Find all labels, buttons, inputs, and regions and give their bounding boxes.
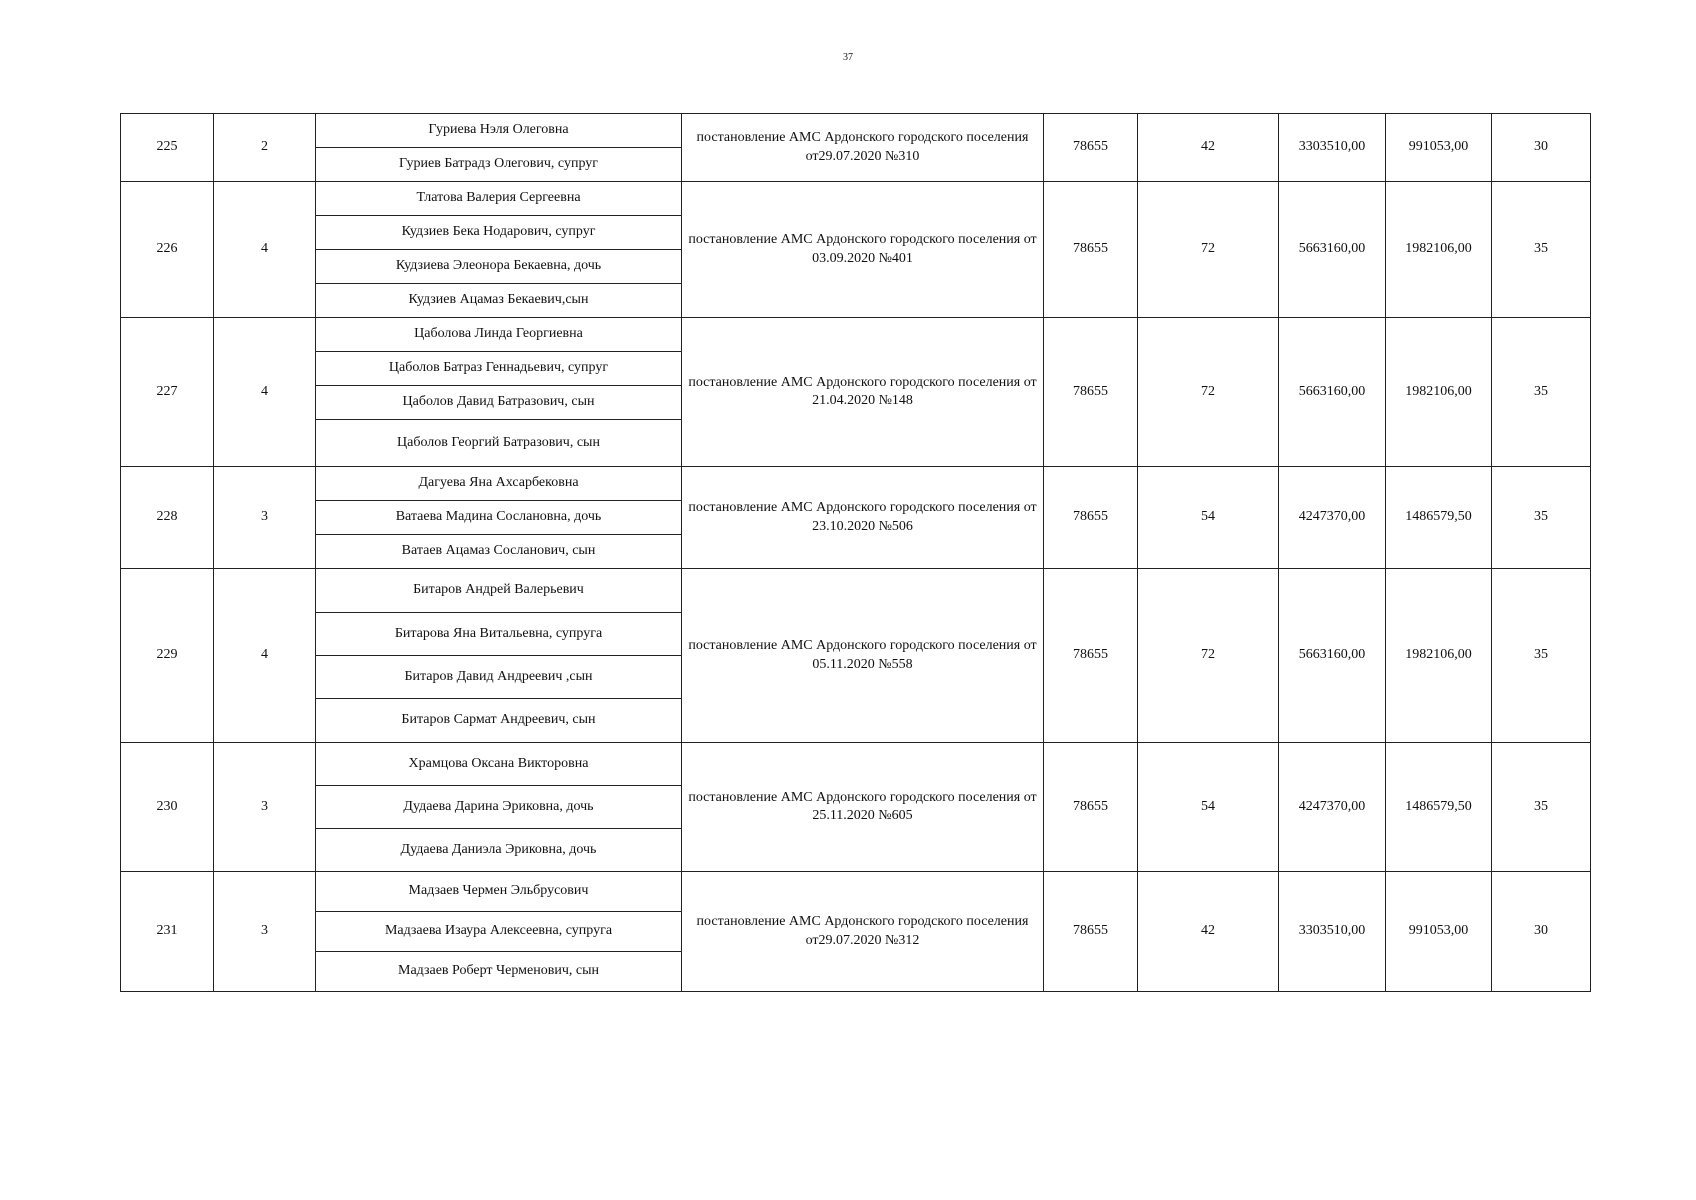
area-value: 72 bbox=[1138, 569, 1279, 743]
decree-text: постановление АМС Ардонского городского поселения от 25.11.2020 №605 bbox=[682, 743, 1044, 872]
family-member-name: Гуриев Батрадз Олегович, супруг bbox=[316, 148, 682, 182]
family-member-name: Битаров Давид Андреевич ,сын bbox=[316, 656, 682, 699]
family-member-name: Дудаева Дарина Эриковна, дочь bbox=[316, 786, 682, 829]
decree-text: постановление АМС Ардонского городского поселения от 03.09.2020 №401 bbox=[682, 182, 1044, 318]
family-size: 4 bbox=[214, 569, 316, 743]
decree-text: постановление АМС Ардонского городского поселения от 21.04.2020 №148 bbox=[682, 318, 1044, 467]
family-member-name: Гуриева Нэля Олеговна bbox=[316, 114, 682, 148]
family-size: 3 bbox=[214, 872, 316, 992]
total-cost: 3303510,00 bbox=[1279, 872, 1386, 992]
family-member-name: Цаболова Линда Георгиевна bbox=[316, 318, 682, 352]
decree-text: постановление АМС Ардонского городского поселения от29.07.2020 №312 bbox=[682, 872, 1044, 992]
area-value: 42 bbox=[1138, 114, 1279, 182]
family-member-name: Цаболов Батраз Геннадьевич, супруг bbox=[316, 352, 682, 386]
total-cost: 5663160,00 bbox=[1279, 569, 1386, 743]
area-value: 54 bbox=[1138, 743, 1279, 872]
family-member-name: Мадзаева Изаура Алексеевна, супруга bbox=[316, 912, 682, 952]
code-value: 78655 bbox=[1044, 467, 1138, 569]
table-row bbox=[121, 114, 1591, 148]
subsidy-percent: 35 bbox=[1492, 569, 1591, 743]
family-member-name: Мадзаев Роберт Черменович, сын bbox=[316, 952, 682, 992]
subsidy-percent: 35 bbox=[1492, 743, 1591, 872]
subsidy-percent: 30 bbox=[1492, 872, 1591, 992]
subsidy-amount: 991053,00 bbox=[1386, 872, 1492, 992]
family-member-name: Мадзаев Чермен Эльбрусович bbox=[316, 872, 682, 912]
family-member-name: Цаболов Георгий Батразович, сын bbox=[316, 420, 682, 467]
table-row bbox=[121, 743, 1591, 786]
area-value: 72 bbox=[1138, 318, 1279, 467]
decree-text: постановление АМС Ардонского городского поселения от 23.10.2020 №506 bbox=[682, 467, 1044, 569]
family-member-name: Ватаева Мадина Сослановна, дочь bbox=[316, 501, 682, 535]
total-cost: 5663160,00 bbox=[1279, 318, 1386, 467]
total-cost: 3303510,00 bbox=[1279, 114, 1386, 182]
family-member-name: Храмцова Оксана Викторовна bbox=[316, 743, 682, 786]
area-value: 72 bbox=[1138, 182, 1279, 318]
code-value: 78655 bbox=[1044, 872, 1138, 992]
family-size: 3 bbox=[214, 467, 316, 569]
code-value: 78655 bbox=[1044, 114, 1138, 182]
total-cost: 5663160,00 bbox=[1279, 182, 1386, 318]
record-number: 231 bbox=[121, 872, 214, 992]
family-size: 4 bbox=[214, 182, 316, 318]
record-number: 230 bbox=[121, 743, 214, 872]
family-member-name: Кудзиев Ацамаз Бекаевич,сын bbox=[316, 284, 682, 318]
table-row bbox=[121, 569, 1591, 613]
code-value: 78655 bbox=[1044, 182, 1138, 318]
family-size: 2 bbox=[214, 114, 316, 182]
subsidy-amount: 1982106,00 bbox=[1386, 318, 1492, 467]
table-row bbox=[121, 182, 1591, 216]
record-number: 225 bbox=[121, 114, 214, 182]
code-value: 78655 bbox=[1044, 743, 1138, 872]
record-number: 227 bbox=[121, 318, 214, 467]
family-size: 4 bbox=[214, 318, 316, 467]
area-value: 42 bbox=[1138, 872, 1279, 992]
subsidy-percent: 35 bbox=[1492, 318, 1591, 467]
subsidy-amount: 1486579,50 bbox=[1386, 467, 1492, 569]
family-member-name: Битаров Андрей Валерьевич bbox=[316, 569, 682, 613]
subsidy-amount: 991053,00 bbox=[1386, 114, 1492, 182]
total-cost: 4247370,00 bbox=[1279, 467, 1386, 569]
code-value: 78655 bbox=[1044, 569, 1138, 743]
family-member-name: Кудзиев Бека Нодарович, супруг bbox=[316, 216, 682, 250]
family-member-name: Цаболов Давид Батразович, сын bbox=[316, 386, 682, 420]
record-number: 229 bbox=[121, 569, 214, 743]
family-member-name: Дудаева Даниэла Эриковна, дочь bbox=[316, 829, 682, 872]
family-member-name: Ватаев Ацамаз Сосланович, сын bbox=[316, 535, 682, 569]
decree-text: постановление АМС Ардонского городского поселения от 05.11.2020 №558 bbox=[682, 569, 1044, 743]
total-cost: 4247370,00 bbox=[1279, 743, 1386, 872]
subsidy-percent: 30 bbox=[1492, 114, 1591, 182]
record-number: 226 bbox=[121, 182, 214, 318]
subsidy-percent: 35 bbox=[1492, 182, 1591, 318]
subsidy-amount: 1982106,00 bbox=[1386, 569, 1492, 743]
code-value: 78655 bbox=[1044, 318, 1138, 467]
subsidy-amount: 1982106,00 bbox=[1386, 182, 1492, 318]
decree-text: постановление АМС Ардонского городского поселения от29.07.2020 №310 bbox=[682, 114, 1044, 182]
subsidy-amount: 1486579,50 bbox=[1386, 743, 1492, 872]
family-member-name: Кудзиева Элеонора Бекаевна, дочь bbox=[316, 250, 682, 284]
page-number: 37 bbox=[843, 52, 853, 63]
family-member-name: Дагуева Яна Ахсарбековна bbox=[316, 467, 682, 501]
family-member-name: Тлатова Валерия Сергеевна bbox=[316, 182, 682, 216]
table-row bbox=[121, 318, 1591, 352]
area-value: 54 bbox=[1138, 467, 1279, 569]
subsidy-percent: 35 bbox=[1492, 467, 1591, 569]
family-size: 3 bbox=[214, 743, 316, 872]
beneficiary-table bbox=[120, 113, 1591, 992]
record-number: 228 bbox=[121, 467, 214, 569]
table-row bbox=[121, 467, 1591, 501]
table-row bbox=[121, 872, 1591, 912]
family-member-name: Битаров Сармат Андреевич, сын bbox=[316, 699, 682, 743]
family-member-name: Битарова Яна Витальевна, супруга bbox=[316, 613, 682, 656]
